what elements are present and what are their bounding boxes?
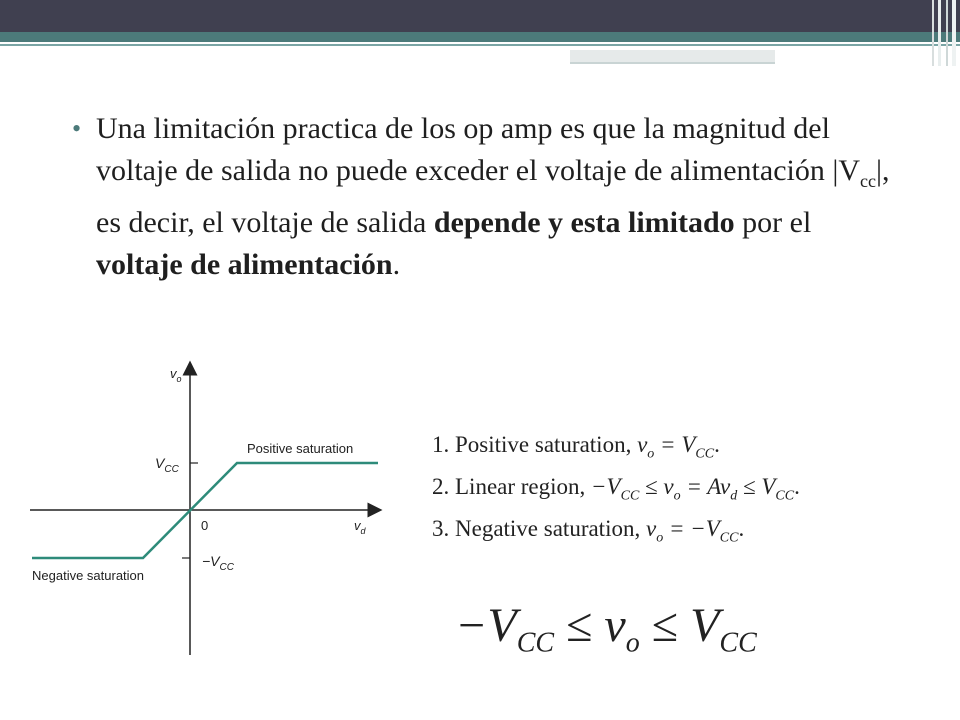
header-notch-shadow [570, 50, 775, 62]
condition-text: Positive saturation, [455, 432, 638, 457]
bullet-bold-voltaje: voltaje de alimentación [96, 248, 393, 281]
condition-number: 3. [432, 516, 450, 541]
condition-row-2: 2. Linear region, $-V_{CC} \le v_o = Av_d \le V_{CC}$. [432, 474, 800, 504]
condition-math: $v_o = -V_{CC}$ [645, 516, 739, 546]
origin-label: 0 [201, 518, 209, 533]
header-notch-line [570, 62, 775, 64]
negative-saturation-label: Negative saturation [32, 568, 145, 583]
condition-row-3: 3. Negative saturation, $v_o = -V_{CC}$. [432, 516, 745, 546]
bullet-vcc-subscript: cc [860, 171, 877, 191]
saturation-conditions-list [432, 424, 942, 550]
bullet-text-part4: . [392, 248, 401, 281]
bullet-text-part3: por el [734, 206, 812, 239]
positive-saturation-label: Positive saturation [247, 441, 354, 456]
bullet-text [96, 108, 902, 286]
condition-row-1: 1. Positive saturation, $v_o = V_{CC}$. [432, 432, 720, 462]
header-side-lines [930, 0, 960, 66]
transfer-characteristic-plot [30, 360, 390, 660]
condition-text: Negative saturation, [455, 516, 646, 541]
condition-math: $-V_{CC} \le v_o = Av_d \le V_{CC}$ [591, 474, 795, 504]
header-accent-band [0, 32, 960, 42]
bullet-paragraph [72, 108, 902, 286]
bullet-icon: • [72, 114, 82, 143]
condition-math: $v_o = V_{CC}$ [637, 432, 715, 462]
y-axis-label: $v_o$ [170, 366, 182, 384]
header-bar [0, 0, 960, 32]
x-axis-label: $v_d$ [354, 518, 366, 536]
condition-text: Linear region, [455, 474, 592, 499]
condition-number: 2. [432, 474, 450, 499]
vcc-label: $V_{CC}$ [155, 455, 179, 475]
bullet-text-part2: |, es decir, el voltaje de salida [96, 154, 890, 239]
output-voltage-inequality: $-V_{CC} \le v_o \le V_{CC}$ [455, 599, 757, 659]
bullet-text-part1: Una limitación practica de los op amp es que la magnitud del voltaje de salida no puede exceder el voltaje de alimentación |V [96, 112, 861, 187]
bullet-bold-depende: depende y esta limitado [433, 206, 735, 239]
neg-vcc-label: $-V_{CC}$ [202, 553, 234, 573]
header-notch [570, 46, 890, 50]
condition-number: 1. [432, 432, 450, 457]
transfer-characteristic-figure [30, 360, 390, 660]
